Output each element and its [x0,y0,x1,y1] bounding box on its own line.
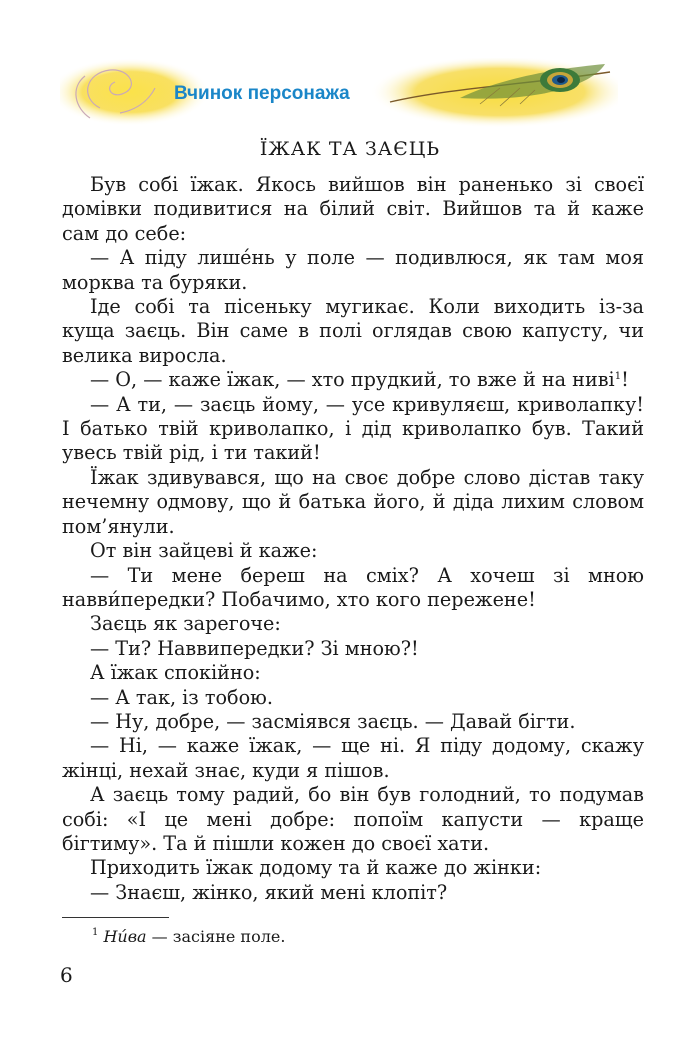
footnote-definition: — засіяне поле. [146,927,286,946]
footnote-divider [62,917,169,918]
paragraph: — А піду лише́нь у поле — подивлюся, як там моя морква та буряки. [62,246,644,294]
paragraph: А їжак спокійно: [90,661,261,685]
page-number: 6 [60,963,73,987]
paragraph: — А ти, — заєць йому, — усе кривуляєш, криволапку! І батько твій криволапко, і дід криволапко був. Такий увесь твій рід, і ти такий! [62,392,644,465]
footnote-term: Ни́ва [103,927,147,946]
paragraph: — Ти мене береш на сміх? А хочеш зі мною навви́передки? Побачимо, хто кого пережене! [62,563,644,611]
paragraph: — Ні, — каже їжак, — ще ні. Я піду додому, скажу жінці, нехай знає, куди я пішов. [62,734,644,782]
paragraph: От він зайцеві й каже: [90,539,318,563]
story-text [62,173,644,905]
paragraph-end: ! [621,368,629,392]
paragraph: — Ну, добре, — засміявся заєць. — Давай бігти. [90,709,576,733]
paragraph: — А так, із тобою. [90,685,273,709]
story-title: ЇЖАК ТА ЗАЄЦЬ [259,138,441,160]
paragraph: — Знаєш, жінко, який мені клопіт? [90,880,448,904]
footnote-number: 1 [92,927,99,938]
paragraph: Їжак здивувався, що на своє добре слово дістав таку нечемну одмову, що й батька його, й діда лихим словом пом’янули. [62,465,644,538]
paragraph-with-footnote [62,368,644,392]
banner-title: Вчинок персонажа [174,83,350,104]
paragraph-text: — О, — каже їжак, — хто прудкий, то вже й на ниві [90,368,615,392]
paragraph: Заєць як зарегоче: [90,612,281,636]
paragraph: А заєць тому радий, бо він був голодний, то подумав собі: «І це мені добре: попоїм капусти — краще бігтиму». Та й пішли кожен до своєї хати. [62,783,644,855]
section-banner [60,58,618,130]
paragraph: Був собі їжак. Якось вийшов він раненько зі своєї домівки подивитися на білий світ. Вийшов та й каже сам до себе: [62,173,644,245]
paragraph: Приходить їжак додому та й каже до жінки: [90,856,542,880]
footnote-reference: 1 [614,371,622,383]
paragraph: Іде собі та пісеньку мугикає. Коли виходить із-за куща заєць. Він саме в полі оглядав свою капусту, чи велика виросла. [62,295,644,367]
footnote [92,927,285,946]
paragraph: — Ти? Наввипередки? Зі мною?! [90,636,419,660]
